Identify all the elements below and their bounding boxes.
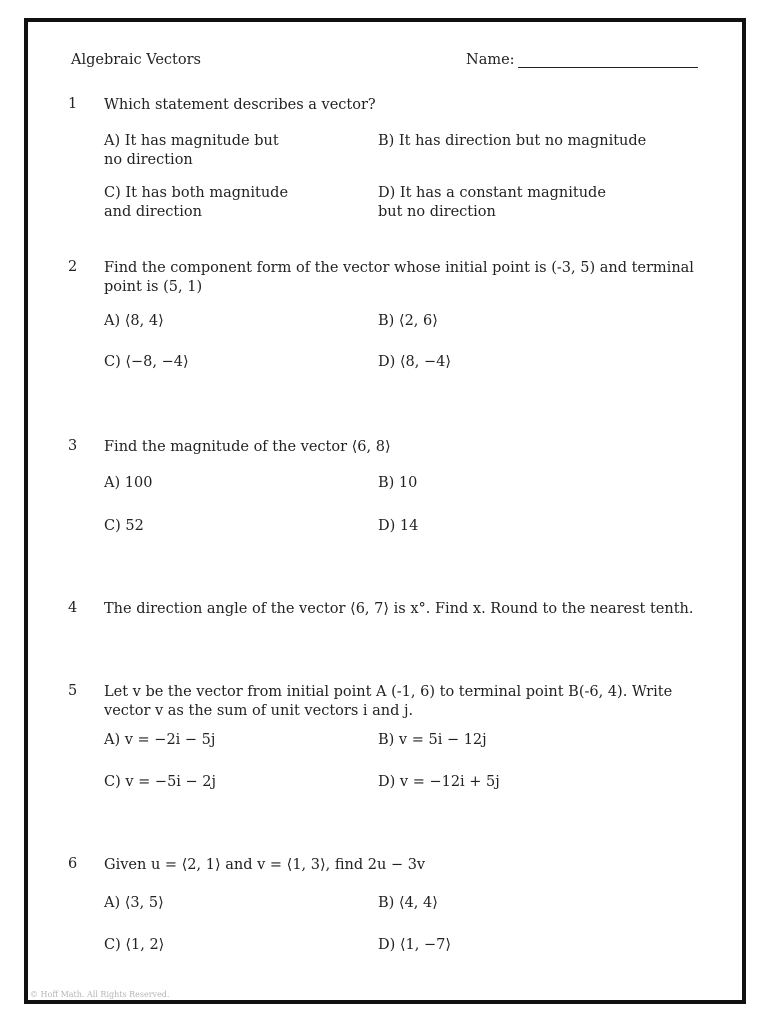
option-d: D) ⟨8, −4⟩	[378, 354, 452, 370]
option-d: D) 14	[378, 518, 419, 534]
option-a: A) ⟨8, 4⟩	[104, 313, 164, 329]
option-d: D) v = −12i + 5j	[378, 774, 500, 790]
option-a: A) It has magnitude but no direction	[104, 133, 279, 168]
question-text: Let v be the vector from initial point A (-1, 6) to terminal point B(-6, 4). Write vector v as the sum of unit vectors i and j.	[104, 684, 673, 719]
copyright-notice: © Hoff Math. All Rights Reserved.	[30, 990, 170, 999]
option-c: C) ⟨1, 2⟩	[104, 937, 165, 953]
question-number: 1	[68, 96, 78, 112]
question-text: Given u = ⟨2, 1⟩ and v = ⟨1, 3⟩, find 2u − 3v	[104, 857, 426, 873]
option-b: B) It has direction but no magnitude	[378, 133, 647, 149]
name-label: Name:	[466, 52, 515, 68]
option-b: B) v = 5i − 12j	[378, 732, 487, 748]
question-number: 3	[68, 438, 78, 454]
option-a: A) 100	[104, 475, 153, 491]
question-text: Find the component form of the vector whose initial point is (-3, 5) and terminal point is (5, 1)	[104, 260, 694, 295]
option-c: C) v = −5i − 2j	[104, 774, 217, 790]
name-blank-line[interactable]	[518, 67, 698, 68]
question-number: 4	[68, 600, 78, 616]
option-d: D) It has a constant magnitude but no direction	[378, 185, 606, 220]
worksheet-title: Algebraic Vectors	[71, 52, 201, 68]
option-c: C) It has both magnitude and direction	[104, 185, 289, 220]
option-c: C) ⟨−8, −4⟩	[104, 354, 189, 370]
question-text: Find the magnitude of the vector ⟨6, 8⟩	[104, 439, 391, 455]
option-c: C) 52	[104, 518, 144, 534]
question-text: The direction angle of the vector ⟨6, 7⟩ is x°. Find x. Round to the nearest tenth.	[104, 601, 694, 617]
option-b: B) 10	[378, 475, 418, 491]
option-b: B) ⟨4, 4⟩	[378, 895, 438, 911]
question-number: 6	[68, 856, 78, 872]
question-text: Which statement describes a vector?	[104, 97, 376, 113]
question-number: 5	[68, 683, 78, 699]
option-a: A) ⟨3, 5⟩	[104, 895, 164, 911]
question-number: 2	[68, 259, 78, 275]
option-a: A) v = −2i − 5j	[104, 732, 216, 748]
option-b: B) ⟨2, 6⟩	[378, 313, 438, 329]
option-d: D) ⟨1, −7⟩	[378, 937, 452, 953]
